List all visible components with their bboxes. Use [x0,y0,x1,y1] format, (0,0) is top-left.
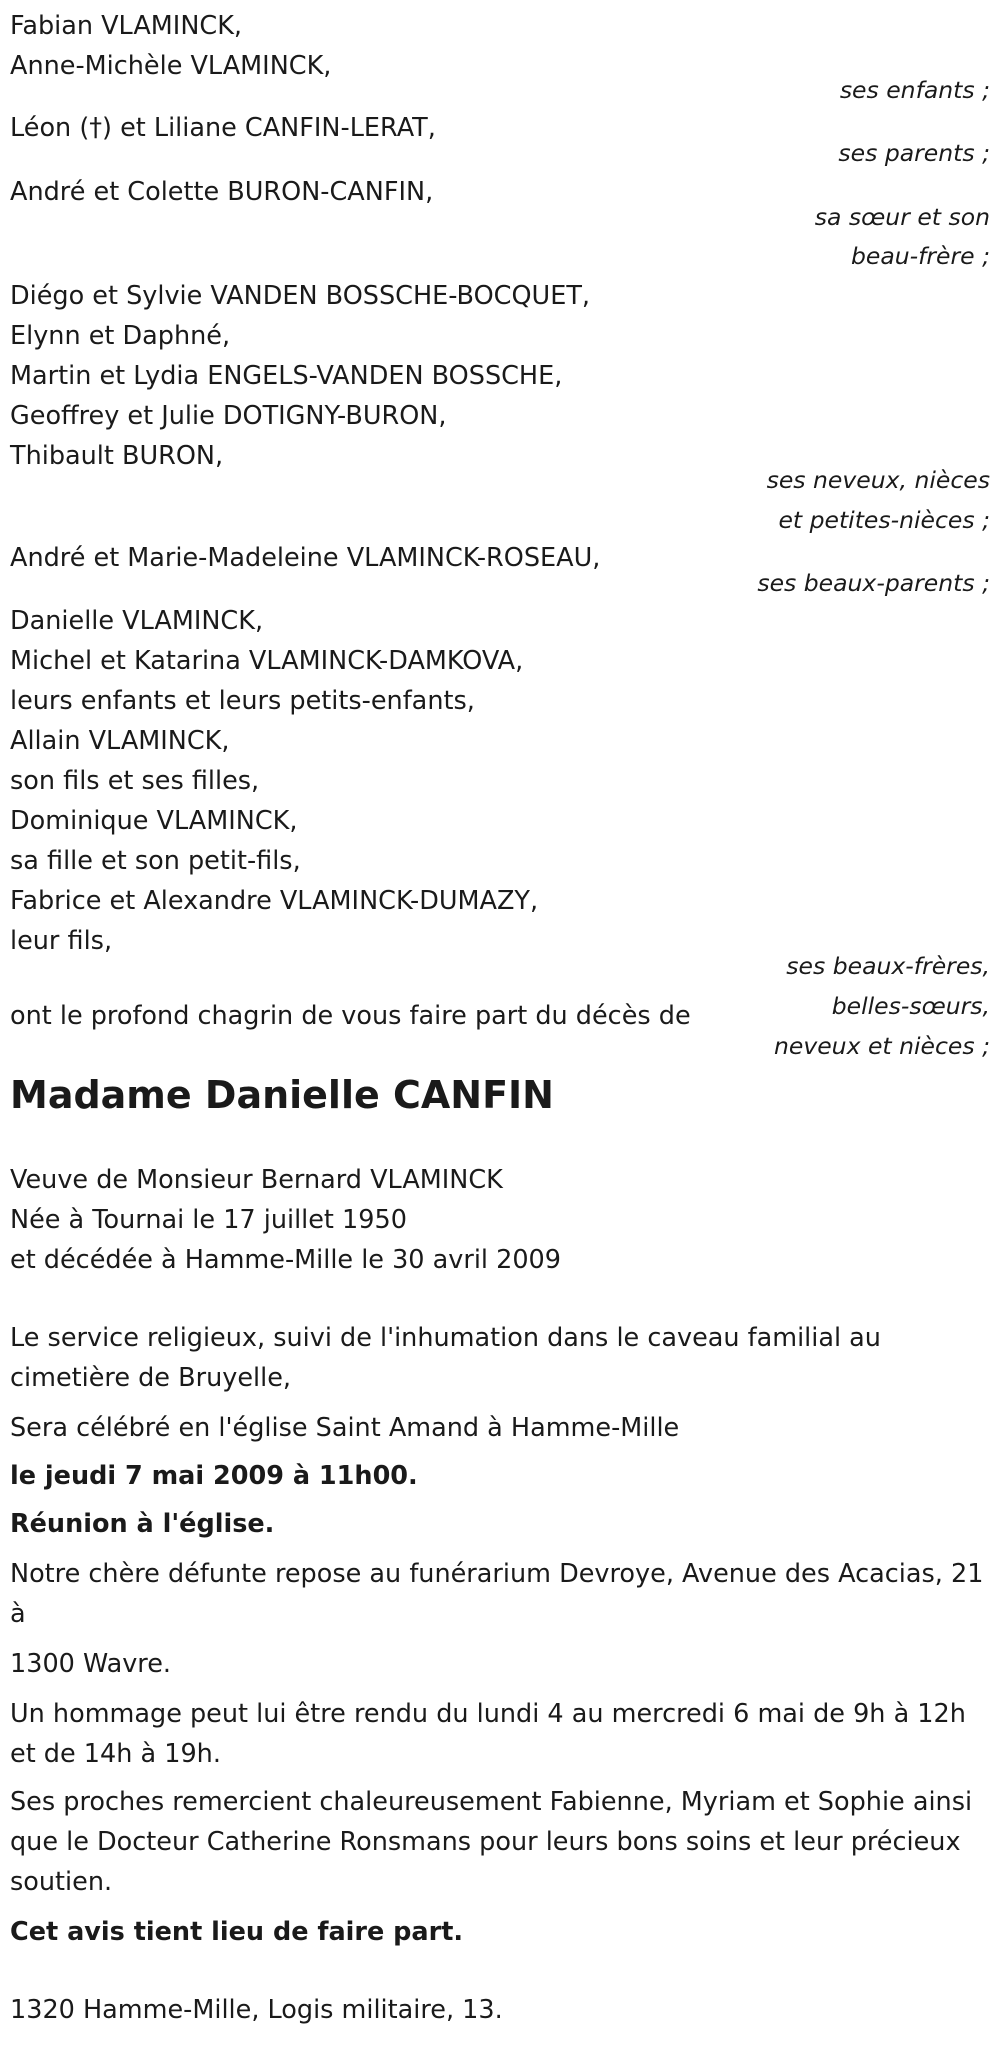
service-meeting: Réunion à l'église. [10,1509,275,1539]
relation-label: ses enfants ; [839,76,990,104]
family-line: Fabian VLAMINCK, [10,11,243,41]
family-line: Allain VLAMINCK, [10,726,230,756]
relation-label: ses parents ; [838,139,990,167]
service-church: Sera célébré en l'église Saint Amand à Hamme-Mille [10,1413,680,1443]
relation-label: belles-sœurs, [831,992,990,1020]
tribute-hours: Un hommage peut lui être rendu du lundi 4 au mercredi 6 mai de 9h à 12h et de 14h à 19h. [10,1699,966,1769]
deceased-death: et décédée à Hamme-Mille le 30 avril 2009 [10,1245,562,1275]
family-line: Martin et Lydia ENGELS-VANDEN BOSSCHE, [10,361,563,391]
deceased-widow: Veuve de Monsieur Bernard VLAMINCK [10,1165,503,1195]
relation-label: ses beaux-frères, [786,952,990,980]
thanks-paragraph: Ses proches remercient chaleureusement Fabienne, Myriam et Sophie ainsi que le Docteur Catherine Ronsmans pour leurs bons soins et leur précieux soutien. [10,1787,973,1897]
relation-label: et petites-nièces ; [778,506,990,534]
family-line: Fabrice et Alexandre VLAMINCK-DUMAZY, [10,886,539,916]
announcement-line: ont le profond chagrin de vous faire part du décès de [10,1001,691,1031]
family-line: Thibault BURON, [10,441,224,471]
service-intro: Le service religieux, suivi de l'inhumation dans le caveau familial au cimetière de Bruyelle, [10,1323,881,1393]
family-line: Anne-Michèle VLAMINCK, [10,51,332,81]
relation-label: neveux et nièces ; [773,1032,990,1060]
relation-label: beau-frère ; [850,242,990,270]
family-line: Diégo et Sylvie VANDEN BOSSCHE-BOCQUET, [10,281,591,311]
rest-city: 1300 Wavre. [10,1649,172,1679]
deceased-name: Madame Danielle CANFIN [10,1073,554,1117]
notice-line: Cet avis tient lieu de faire part. [10,1917,464,1947]
family-line: leurs enfants et leurs petits-enfants, [10,686,475,716]
family-line: Dominique VLAMINCK, [10,806,298,836]
family-line: leur fils, [10,926,113,956]
family-line: Michel et Katarina VLAMINCK-DAMKOVA, [10,646,524,676]
family-line: son fils et ses filles, [10,766,260,796]
rest-place: Notre chère défunte repose au funérarium Devroye, Avenue des Acacias, 21 à [10,1559,984,1629]
family-line: Danielle VLAMINCK, [10,606,264,636]
address-line: 1320 Hamme-Mille, Logis militaire, 13. [10,1995,503,2025]
relation-label: ses neveux, nièces [766,466,990,494]
family-line: Léon (†) et Liliane CANFIN-LERAT, [10,113,436,143]
relation-label: ses beaux-parents ; [757,569,990,597]
family-line: André et Colette BURON-CANFIN, [10,177,434,207]
family-line: Elynn et Daphné, [10,321,231,351]
family-line: sa fille et son petit-fils, [10,846,301,876]
deceased-birth: Née à Tournai le 17 juillet 1950 [10,1205,407,1235]
family-line: André et Marie-Madeleine VLAMINCK-ROSEAU, [10,543,601,573]
service-date: le jeudi 7 mai 2009 à 11h00. [10,1461,418,1491]
relation-label: sa sœur et son [814,203,990,231]
family-line: Geoffrey et Julie DOTIGNY-BURON, [10,401,447,431]
